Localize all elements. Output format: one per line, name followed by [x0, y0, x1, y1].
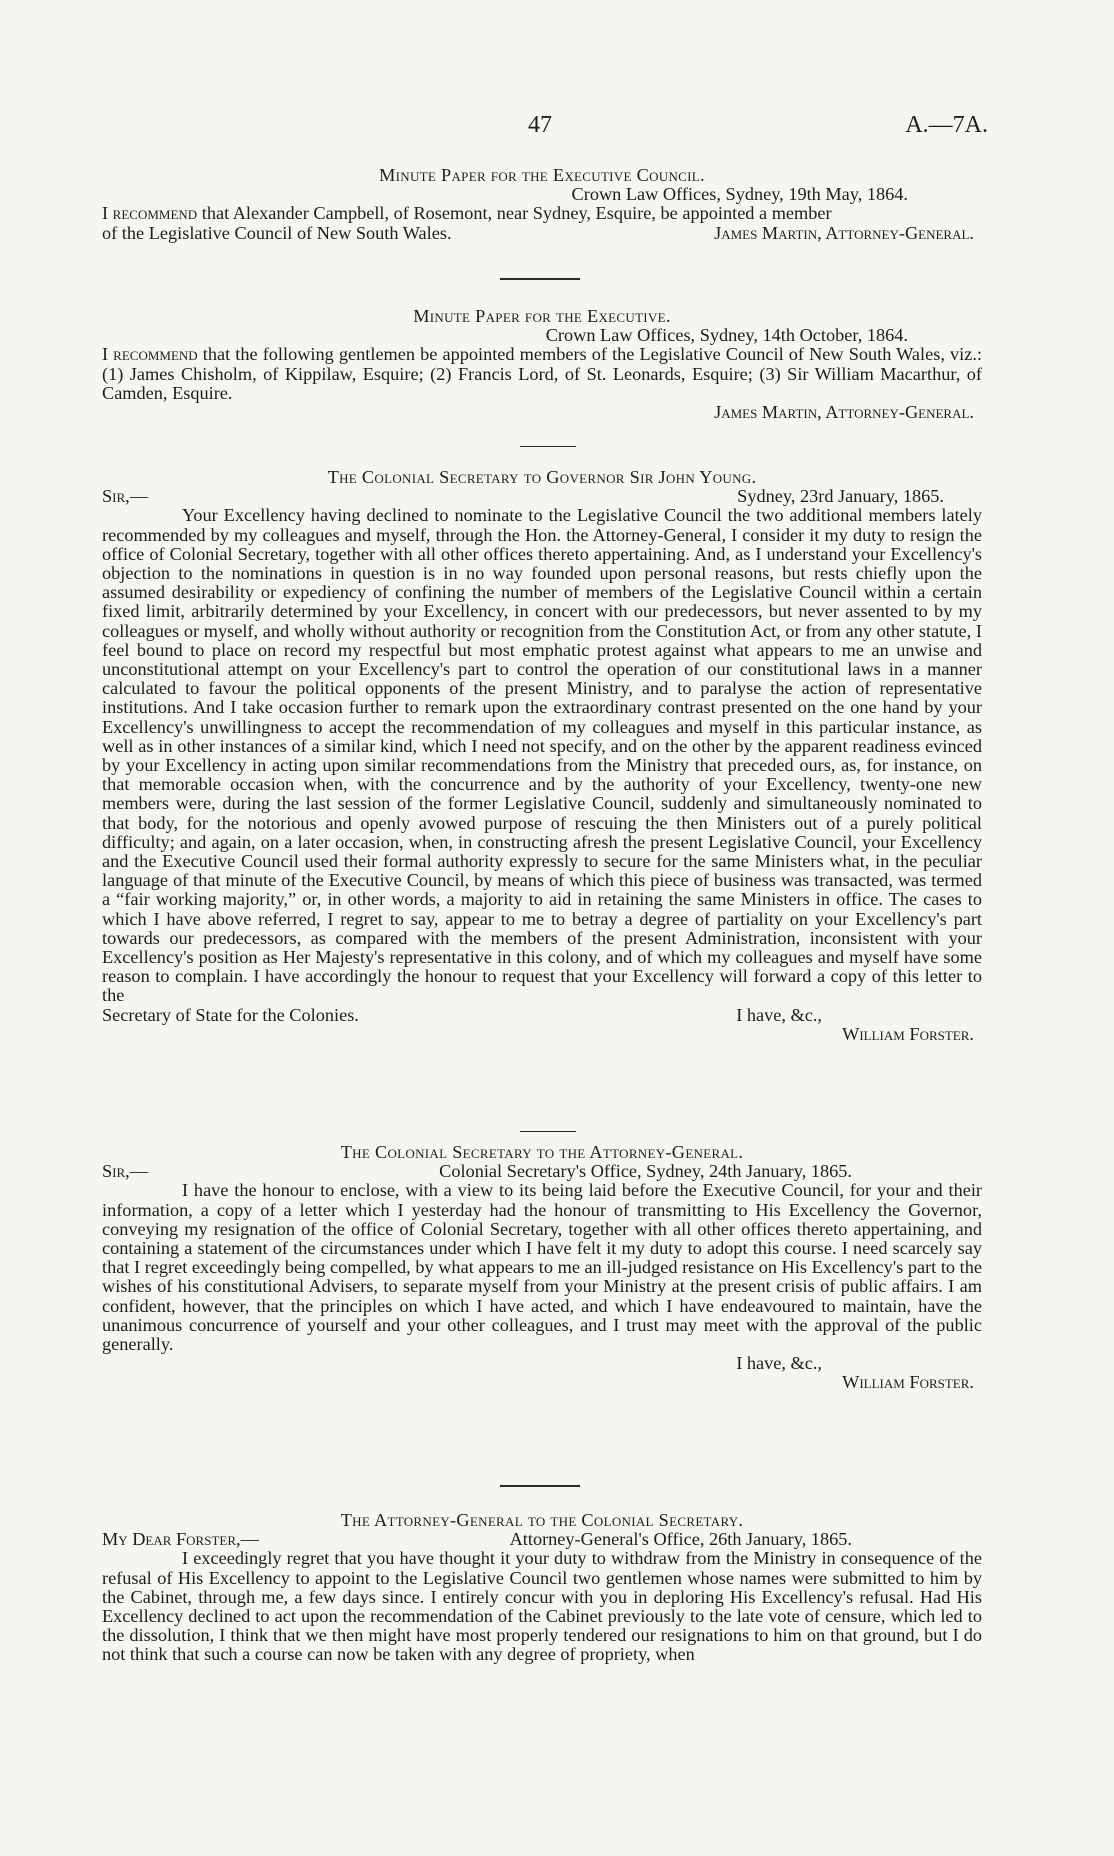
minute-paper-1: [102, 166, 982, 243]
letter-3-salutation-row: [102, 1530, 982, 1549]
letter-colonial-secretary-to-attorney-general: [102, 1143, 982, 1393]
letter-1-date: Sydney, 23rd January, 1865.: [737, 486, 944, 507]
letter-2-title: The Colonial Secretary to the Attorney-General.: [340, 1142, 744, 1162]
letter-1-closing-row: [102, 1006, 982, 1025]
minute-2-text: I recommend that the following gentlemen be appointed members of the Legislative Council of New South Wales, viz.: (1) James Chisholm, of Kippilaw, Esquire; (2) Francis Lord, of St. Leonards, Esquire; (3) Sir William Macarthur, of Camden, Esquire.: [102, 344, 982, 403]
letter-3-title: The Attorney-General to the Colonial Secretary.: [340, 1510, 744, 1530]
section-divider: [520, 446, 576, 447]
minute-2-title: Minute Paper for the Executive.: [413, 306, 671, 326]
minute-2-lead: I recommend: [102, 344, 198, 365]
letter-3-salutation: My Dear Forster,—: [102, 1529, 259, 1550]
minute-1-text: I recommend that Alexander Campbell, of Rosemont, near Sydney, Esquire, be appointed a member: [102, 203, 832, 224]
letter-3-body: I exceedingly regret that you have thought it your duty to withdraw from the Ministry in consequence of the refusal of His Excellency to appoint to the Legislative Council two gentlemen whose names were submitted to him by the Cabinet, through me, a few days since. I entirely concur with you in deploring His Excellency's refusal. Had His Excellency declined to act upon the recommendation of the Cabinet previously to the late vote of censure, which led to the dissolution, I think that we then might have most properly tendered our resignations to him on that ground, but I do not think that such a course can now be taken with any degree of propriety, when: [102, 1548, 982, 1665]
minute-1-text-end: of the Legislative Council of New South Wales.: [102, 222, 452, 243]
page-number: 47: [528, 112, 552, 138]
letter-2-signature: William Forster.: [842, 1372, 974, 1393]
section-divider: [500, 1485, 580, 1487]
letter-1-salutation-row: [102, 487, 982, 506]
minute-1-signature: James Martin, Attorney-General.: [714, 222, 974, 243]
minute-2-dateline: Crown Law Offices, Sydney, 14th October, 1864.: [545, 325, 908, 346]
letter-2-body: I have the honour to enclose, with a view to its being laid before the Executive Council, for your and their information, a copy of a letter which I yesterday had the honour of transmitting to His Excellency the Governor, conveying my resignation of the office of Colonial Secretary, together with all other offices thereto appertaining, and containing a statement of the circumstances under which I have felt it my duty to adopt this course. I need scarcely say that I regret exceedingly being compelled, by what appears to me an ill-judged resistance on His Excellency's part to the wishes of his constitutional Advisers, to separate myself from your Ministry at the present crisis of public affairs. I am confident, however, that the principles on which I have acted, and which I have endeavoured to maintain, have the unanimous concurrence of yourself and your other colleagues, and I trust may meet with the approval of the public generally.: [102, 1180, 982, 1355]
minute-1-lead: I recommend: [102, 203, 198, 224]
letter-2-salutation: Sir,—: [102, 1161, 149, 1182]
minute-2-signature: James Martin, Attorney-General.: [714, 402, 974, 423]
minute-1-title: Minute Paper for the Executive Council.: [379, 165, 705, 185]
letter-colonial-secretary-to-governor: [102, 468, 982, 1044]
letter-1-salutation: Sir,—: [102, 486, 149, 507]
letter-3-date: Attorney-General's Office, 26th January, 1865.: [509, 1529, 852, 1550]
letter-1-body: Your Excellency having declined to nominate to the Legislative Council the two additional members lately recommended by my colleagues and myself, through the Hon. the Attorney-General, I consider it my duty to resign the office of Colonial Secretary, together with all other offices thereto appertaining. And, as I understand your Excellency's objection to the nominations in question is in no way founded upon personal reasons, but rests chiefly upon the assumed desirability or expediency of confining the number of members of the Legislative Council within a certain fixed limit, arbitrarily determined by your Excellency, in concert with our predecessors, but never assented to by my colleagues or myself, and wholly without authority or recognition from the Constitution Act, or from any other statute, I feel bound to place on record my respectful but most emphatic protest against what appears to me an unwise and unconstitutional attempt on your Excellency's part to control the operation of our constitutional laws in a manner calculated to favour the political opponents of the present Ministry, and to paralyse the action of representative institutions. And I take occasion further to remark upon the extraordinary contrast presented on the one hand by your Excellency's unwillingness to accept the recommendation of my colleagues and myself in this particular instance, as well as in other instances of a similar kind, which I need not specify, and on the other by the apparent readiness evinced by your Excellency in acting upon similar recommendations from the Ministry that preceded ours, as, for instance, on that memorable occasion when, with the concurrence and by the authority of your Excellency, twenty-one new members were, during the last session of the former Legislative Council, suddenly and simultaneously nominated to that body, for the notorious and openly avowed purpose of rescuing the then Ministers out of a purely political difficulty; and again, on a later occasion, when, in constructing afresh the present Legislative Council, your Excellency and the Executive Council used their formal authority expressly to secure for the same Ministers what, in the peculiar language of that minute of the Executive Council, by means of which this piece of business was transacted, was termed a “fair working majority,” or, in other words, a majority to aid in retaining the same Ministers in office. The cases to which I have above referred, I regret to say, appear to me to betray a degree of partiality on your Excellency's part towards our predecessors, as compared with the members of the present Administration, inconsistent with your Excellency's position as Her Majesty's representative in this colony, and of which my colleagues and myself have some reason to complain. I have accordingly the honour to request that your Excellency will forward a copy of this letter to the: [102, 505, 982, 1006]
minute-1-dateline: Crown Law Offices, Sydney, 19th May, 1864.: [571, 184, 908, 205]
letter-1-closing: I have, &c.,: [736, 1004, 822, 1025]
document-reference: A.—7A.: [905, 112, 988, 138]
letter-2-salutation-row: [102, 1162, 982, 1181]
letter-1-body-end: Secretary of State for the Colonies.: [102, 1004, 359, 1025]
letter-2-date: Colonial Secretary's Office, Sydney, 24th January, 1865.: [439, 1161, 852, 1182]
letter-2-closing: I have, &c.,: [736, 1353, 822, 1374]
page-header: [0, 112, 1114, 142]
section-divider: [520, 1131, 576, 1132]
letter-attorney-general-to-colonial-secretary: [102, 1511, 982, 1665]
letter-1-title: The Colonial Secretary to Governor Sir John Young.: [327, 467, 757, 487]
letter-1-signature: William Forster.: [842, 1023, 974, 1044]
minute-paper-2: [102, 307, 982, 422]
minute-1-signature-row: [102, 224, 982, 243]
section-divider: [500, 278, 580, 280]
